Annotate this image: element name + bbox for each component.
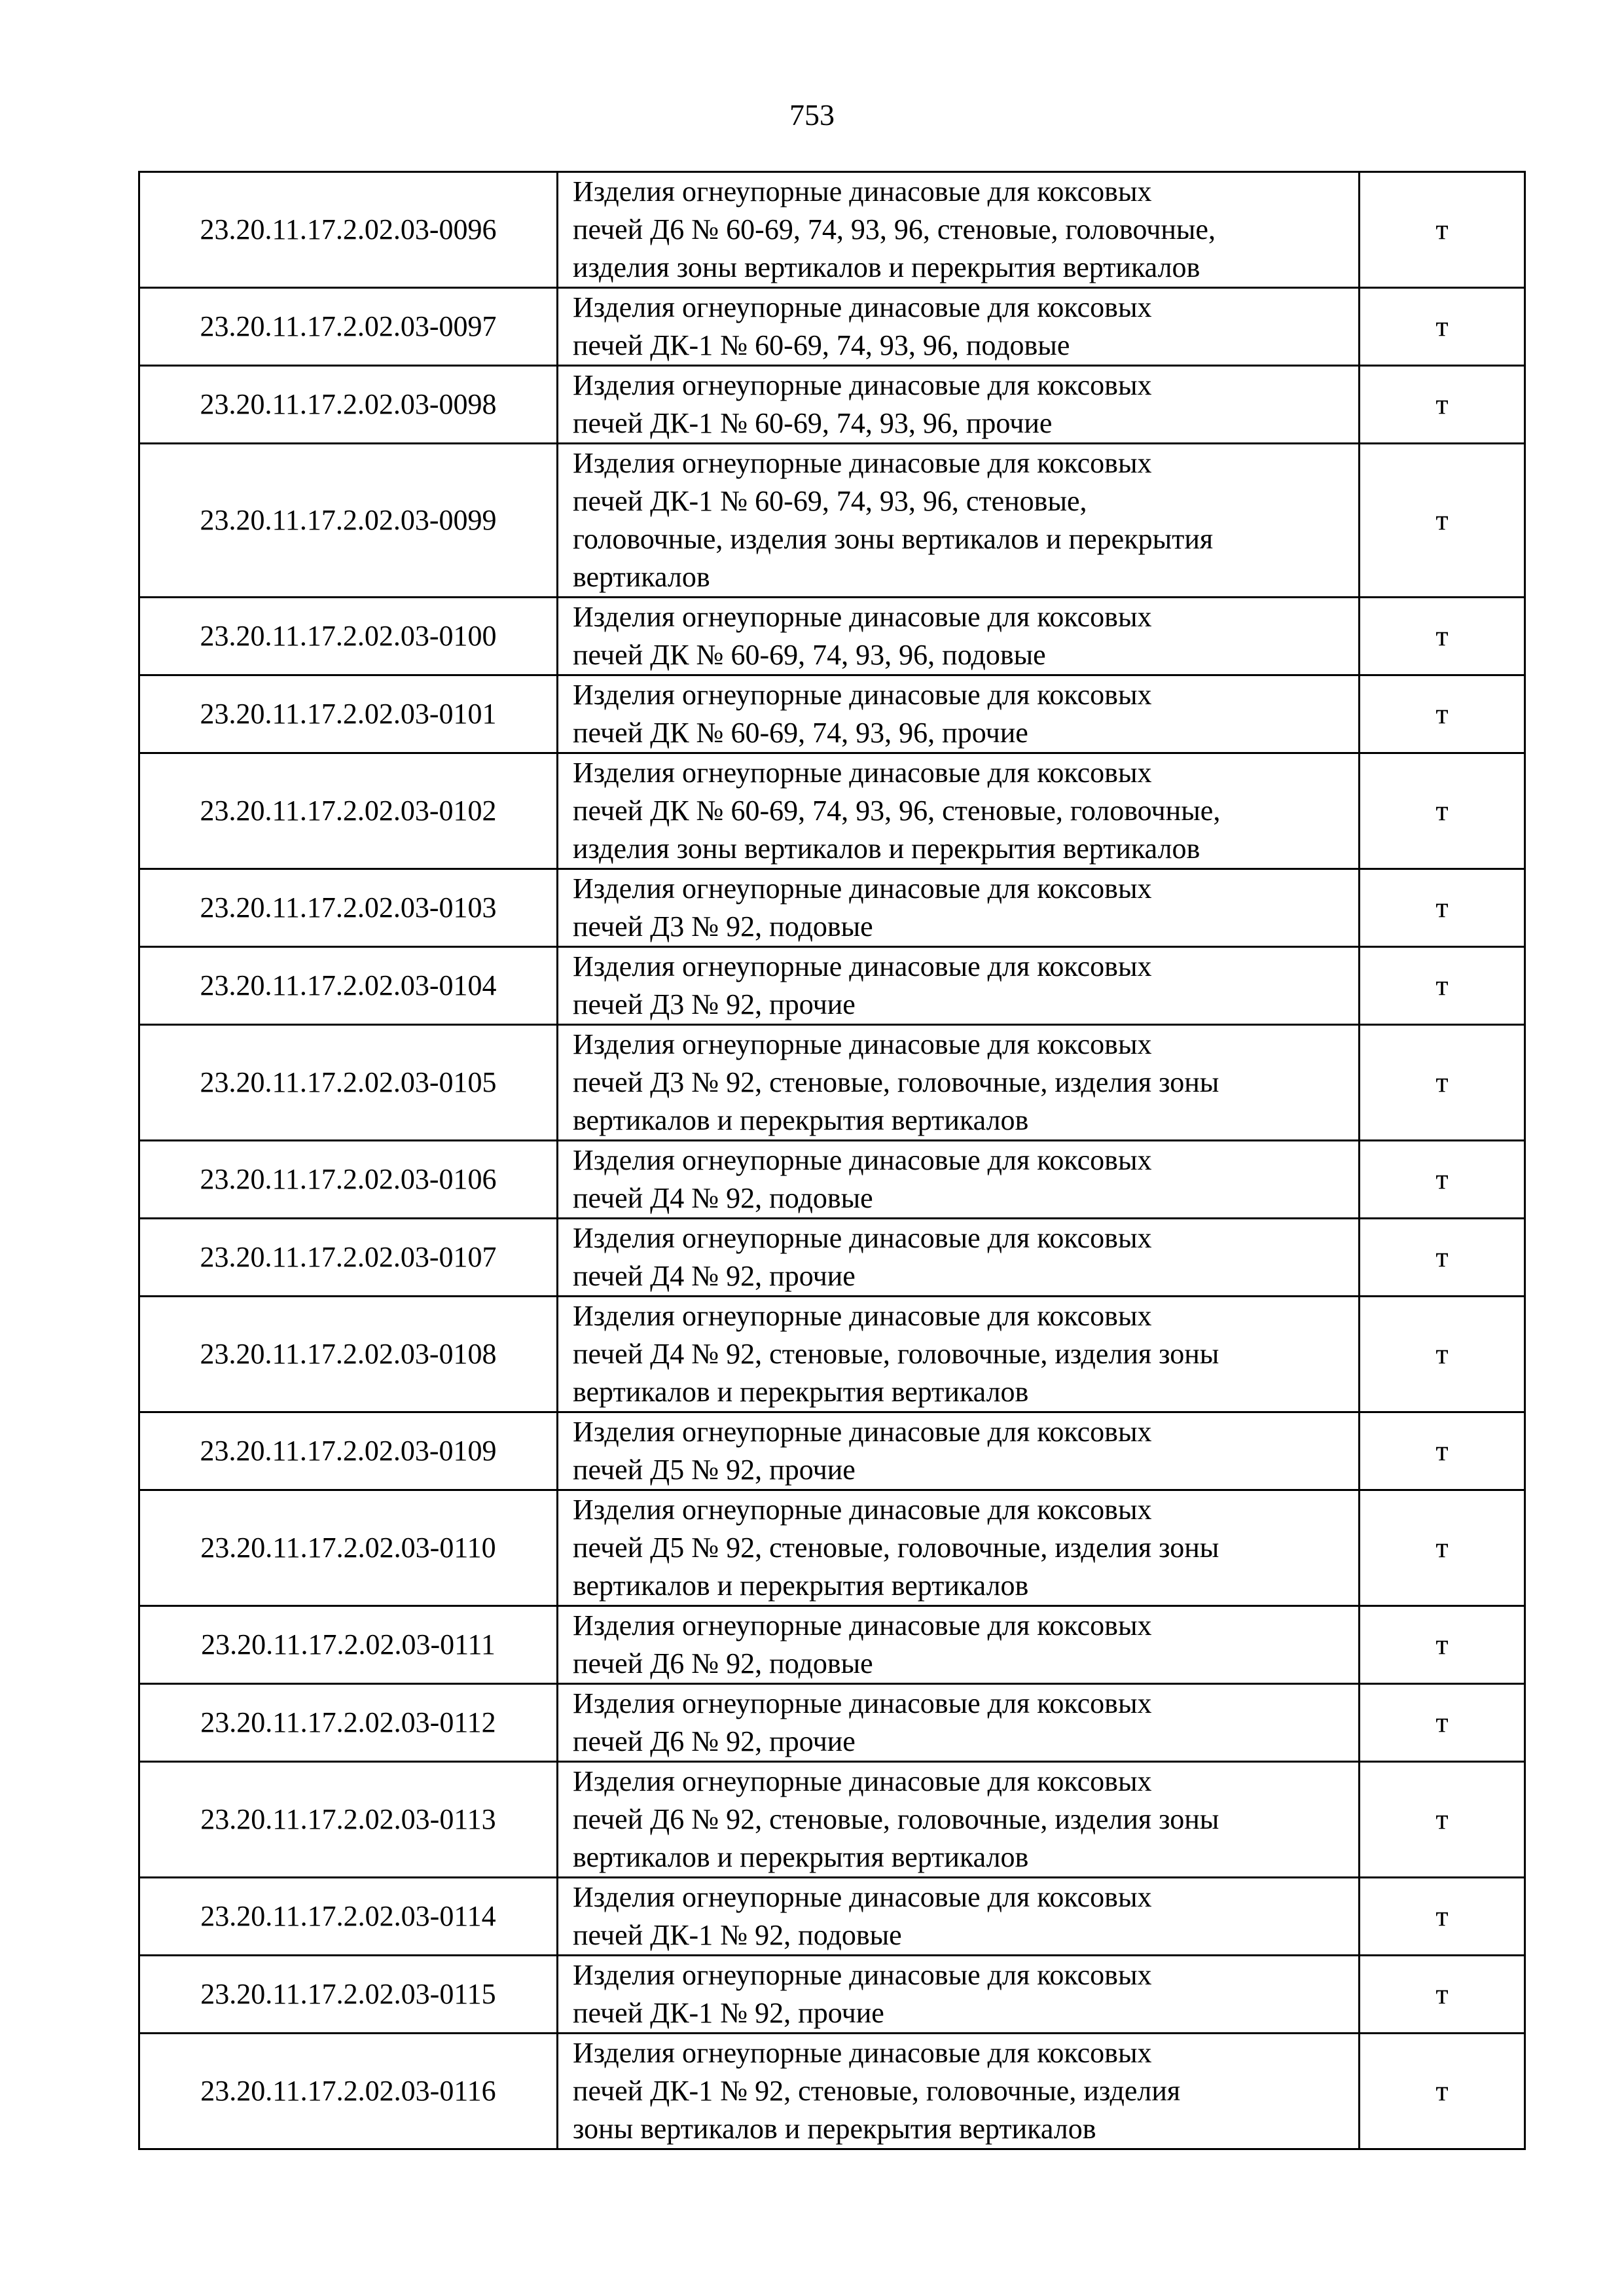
description-line: Изделия огнеупорные динасовые для коксовых — [573, 1959, 1152, 1991]
table-row — [139, 1684, 1525, 1762]
description-line: печей Д6 № 92, прочие — [573, 1725, 856, 1757]
resource-description — [558, 1878, 1360, 1956]
resource-table — [138, 171, 1526, 2150]
resource-description — [558, 444, 1360, 598]
unit-of-measure: т — [1360, 947, 1525, 1025]
description-line: печей Д3 № 92, подовые — [573, 910, 873, 942]
unit-of-measure: т — [1360, 366, 1525, 444]
unit-of-measure: т — [1360, 1956, 1525, 2034]
unit-of-measure: т — [1360, 1025, 1525, 1141]
description-line: Изделия огнеупорные динасовые для коксовых — [573, 1416, 1152, 1448]
unit-of-measure: т — [1360, 1141, 1525, 1219]
description-line: печей ДК-1 № 60-69, 74, 93, 96, подовые — [573, 329, 1070, 361]
resource-code: 23.20.11.17.2.02.03-0104 — [139, 947, 558, 1025]
table-row — [139, 1412, 1525, 1490]
description-line: изделия зоны вертикалов и перекрытия вертикалов — [573, 251, 1200, 283]
resource-code: 23.20.11.17.2.02.03-0113 — [139, 1762, 558, 1878]
unit-of-measure: т — [1360, 1297, 1525, 1412]
resource-description — [558, 947, 1360, 1025]
table-row — [139, 1490, 1525, 1606]
unit-of-measure: т — [1360, 598, 1525, 675]
description-line: зоны вертикалов и перекрытия вертикалов — [573, 2113, 1096, 2145]
table-row — [139, 753, 1525, 869]
resource-description — [558, 598, 1360, 675]
resource-code: 23.20.11.17.2.02.03-0112 — [139, 1684, 558, 1762]
table-row — [139, 1025, 1525, 1141]
resource-code: 23.20.11.17.2.02.03-0105 — [139, 1025, 558, 1141]
description-line: вертикалов и перекрытия вертикалов — [573, 1570, 1029, 1602]
table-row — [139, 598, 1525, 675]
unit-of-measure: т — [1360, 1219, 1525, 1297]
description-line: Изделия огнеупорные динасовые для коксовых — [573, 369, 1152, 401]
description-line: Изделия огнеупорные динасовые для коксовых — [573, 872, 1152, 905]
resource-description — [558, 288, 1360, 366]
description-line: Изделия огнеупорные динасовые для коксовых — [573, 1300, 1152, 1332]
resource-code: 23.20.11.17.2.02.03-0098 — [139, 366, 558, 444]
table-body — [139, 172, 1525, 2149]
table-row — [139, 1141, 1525, 1219]
unit-of-measure: т — [1360, 675, 1525, 753]
resource-description — [558, 2034, 1360, 2149]
table-row — [139, 444, 1525, 598]
description-line: Изделия огнеупорные динасовые для коксовых — [573, 2037, 1152, 2069]
resource-description — [558, 1412, 1360, 1490]
description-line: печей Д6 № 92, стеновые, головочные, изделия зоны — [573, 1803, 1219, 1835]
description-line: печей ДК № 60-69, 74, 93, 96, прочие — [573, 717, 1028, 749]
description-line: Изделия огнеупорные динасовые для коксовых — [573, 1028, 1152, 1060]
resource-code: 23.20.11.17.2.02.03-0114 — [139, 1878, 558, 1956]
description-line: изделия зоны вертикалов и перекрытия вертикалов — [573, 833, 1200, 865]
resource-code: 23.20.11.17.2.02.03-0111 — [139, 1606, 558, 1684]
resource-code: 23.20.11.17.2.02.03-0110 — [139, 1490, 558, 1606]
resource-code: 23.20.11.17.2.02.03-0103 — [139, 869, 558, 947]
unit-of-measure: т — [1360, 1412, 1525, 1490]
unit-of-measure: т — [1360, 444, 1525, 598]
description-line: Изделия огнеупорные динасовые для коксовых — [573, 291, 1152, 323]
description-line: печей ДК-1 № 60-69, 74, 93, 96, стеновые, — [573, 485, 1087, 517]
table-row — [139, 366, 1525, 444]
description-line: печей ДК-1 № 92, подовые — [573, 1919, 902, 1951]
resource-description — [558, 1606, 1360, 1684]
unit-of-measure: т — [1360, 288, 1525, 366]
description-line: вертикалов — [573, 561, 710, 593]
resource-code: 23.20.11.17.2.02.03-0107 — [139, 1219, 558, 1297]
table-row — [139, 2034, 1525, 2149]
description-line: Изделия огнеупорные динасовые для коксовых — [573, 950, 1152, 982]
table-row — [139, 675, 1525, 753]
unit-of-measure: т — [1360, 869, 1525, 947]
resource-description — [558, 1297, 1360, 1412]
resource-code: 23.20.11.17.2.02.03-0099 — [139, 444, 558, 598]
description-line: печей ДК-1 № 60-69, 74, 93, 96, прочие — [573, 407, 1053, 439]
resource-description — [558, 172, 1360, 288]
table-row — [139, 1606, 1525, 1684]
resource-code: 23.20.11.17.2.02.03-0108 — [139, 1297, 558, 1412]
unit-of-measure: т — [1360, 1878, 1525, 1956]
table-row — [139, 288, 1525, 366]
table-row — [139, 1956, 1525, 2034]
resource-description — [558, 1025, 1360, 1141]
description-line: печей Д6 № 60-69, 74, 93, 96, стеновые, головочные, — [573, 213, 1216, 245]
resource-description — [558, 675, 1360, 753]
table-row — [139, 947, 1525, 1025]
unit-of-measure: т — [1360, 1606, 1525, 1684]
description-line: вертикалов и перекрытия вертикалов — [573, 1841, 1029, 1873]
description-line: Изделия огнеупорные динасовые для коксовых — [573, 1881, 1152, 1913]
page-number: 753 — [789, 98, 835, 132]
unit-of-measure: т — [1360, 2034, 1525, 2149]
description-line: вертикалов и перекрытия вертикалов — [573, 1376, 1029, 1408]
description-line: печей ДК № 60-69, 74, 93, 96, стеновые, головочные, — [573, 795, 1221, 827]
resource-description — [558, 366, 1360, 444]
resource-code: 23.20.11.17.2.02.03-0100 — [139, 598, 558, 675]
description-line: вертикалов и перекрытия вертикалов — [573, 1104, 1029, 1136]
resource-description — [558, 753, 1360, 869]
description-line: печей Д6 № 92, подовые — [573, 1647, 873, 1679]
resource-description — [558, 1141, 1360, 1219]
resource-code: 23.20.11.17.2.02.03-0106 — [139, 1141, 558, 1219]
description-line: печей ДК-1 № 92, прочие — [573, 1997, 884, 2029]
description-line: Изделия огнеупорные динасовые для коксовых — [573, 601, 1152, 633]
unit-of-measure: т — [1360, 753, 1525, 869]
table-row — [139, 1297, 1525, 1412]
description-line: печей Д4 № 92, подовые — [573, 1182, 873, 1214]
table-row — [139, 869, 1525, 947]
description-line: головочные, изделия зоны вертикалов и перекрытия — [573, 523, 1214, 555]
description-line: печей ДК № 60-69, 74, 93, 96, подовые — [573, 639, 1046, 671]
resource-description — [558, 1762, 1360, 1878]
resource-description — [558, 1956, 1360, 2034]
resource-code: 23.20.11.17.2.02.03-0097 — [139, 288, 558, 366]
description-line: печей Д5 № 92, прочие — [573, 1454, 856, 1486]
resource-code: 23.20.11.17.2.02.03-0102 — [139, 753, 558, 869]
table-row — [139, 1219, 1525, 1297]
table-row — [139, 172, 1525, 288]
description-line: печей Д4 № 92, стеновые, головочные, изделия зоны — [573, 1338, 1219, 1370]
resource-description — [558, 1490, 1360, 1606]
table-row — [139, 1762, 1525, 1878]
table-row — [139, 1878, 1525, 1956]
description-line: Изделия огнеупорные динасовые для коксовых — [573, 1687, 1152, 1719]
description-line: печей Д4 № 92, прочие — [573, 1260, 856, 1292]
description-line: Изделия огнеупорные динасовые для коксовых — [573, 1144, 1152, 1176]
description-line: Изделия огнеупорные динасовые для коксовых — [573, 757, 1152, 789]
resource-description — [558, 869, 1360, 947]
resource-code: 23.20.11.17.2.02.03-0116 — [139, 2034, 558, 2149]
description-line: печей Д5 № 92, стеновые, головочные, изделия зоны — [573, 1532, 1219, 1564]
description-line: Изделия огнеупорные динасовые для коксовых — [573, 1765, 1152, 1797]
unit-of-measure: т — [1360, 1762, 1525, 1878]
unit-of-measure: т — [1360, 1684, 1525, 1762]
resource-description — [558, 1219, 1360, 1297]
description-line: печей ДК-1 № 92, стеновые, головочные, изделия — [573, 2075, 1181, 2107]
description-line: печей Д3 № 92, стеновые, головочные, изделия зоны — [573, 1066, 1219, 1098]
resource-code: 23.20.11.17.2.02.03-0109 — [139, 1412, 558, 1490]
description-line: Изделия огнеупорные динасовые для коксовых — [573, 679, 1152, 711]
resource-description — [558, 1684, 1360, 1762]
description-line: Изделия огнеупорные динасовые для коксовых — [573, 175, 1152, 207]
resource-code: 23.20.11.17.2.02.03-0096 — [139, 172, 558, 288]
resource-code: 23.20.11.17.2.02.03-0101 — [139, 675, 558, 753]
unit-of-measure: т — [1360, 172, 1525, 288]
description-line: Изделия огнеупорные динасовые для коксовых — [573, 447, 1152, 479]
resource-code: 23.20.11.17.2.02.03-0115 — [139, 1956, 558, 2034]
unit-of-measure: т — [1360, 1490, 1525, 1606]
description-line: Изделия огнеупорные динасовые для коксовых — [573, 1609, 1152, 1641]
description-line: Изделия огнеупорные динасовые для коксовых — [573, 1222, 1152, 1254]
description-line: печей Д3 № 92, прочие — [573, 988, 856, 1020]
description-line: Изделия огнеупорные динасовые для коксовых — [573, 1494, 1152, 1526]
